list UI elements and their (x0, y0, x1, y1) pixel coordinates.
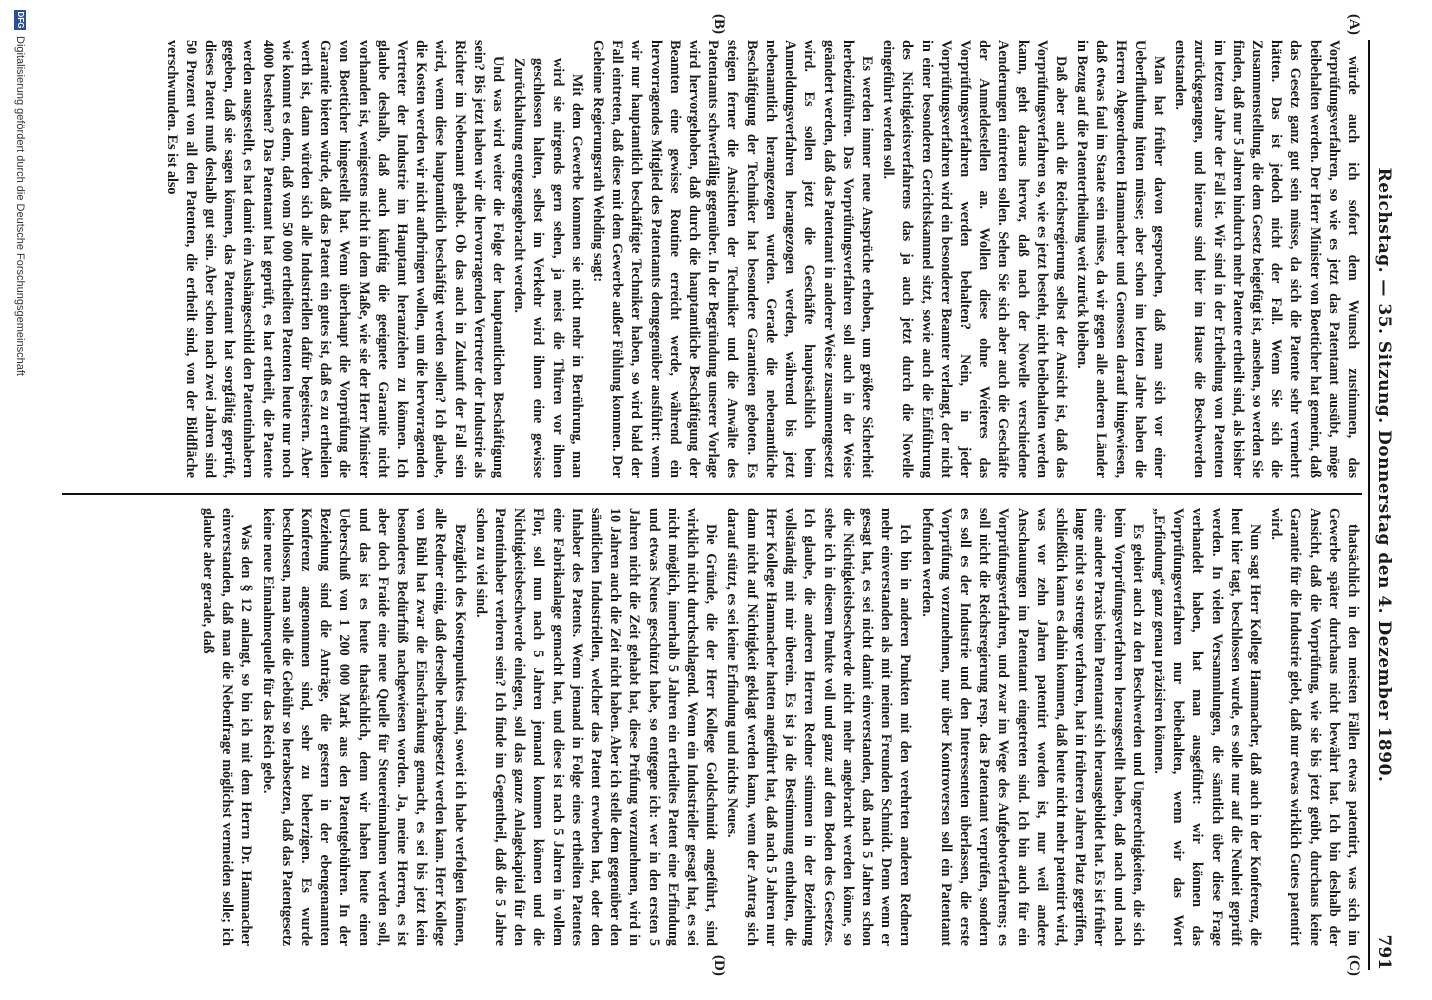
column-divider (62, 493, 1362, 495)
header-rule (1368, 40, 1370, 970)
page-number: 791 (1374, 934, 1394, 970)
left-paragraph: Man hat früher davon gesprochen, daß man sich vor einer Ueberfluthung hüten müsse; aber schon im letzten Jahre haben die Herren Abgeordneten Hammacher und Genossen darauf hingewiesen, daß etwas faul im Staate sein müsse, da wir gegen alle anderen Länder in Bezug auf die Patentertheilung weit zurück bleiben. (1074, 40, 1167, 478)
dfg-logo-icon: DFG (16, 11, 25, 29)
right-paragraph: Die Gründe, die der Herr Kollege Goldschmidt angeführt, sind wirklich nicht durchschlagend. Wenn ein Industrieller gesagt hat, es sei nicht möglich, innerhalb 5 Jahren ein ertheiltes Patent eine Erfindung und etwas Neues geschützt habe, so entgegne ich: wer in den ersten 5 Jahren nicht die Zeit gehabt hat, diese Prüfung vorzunehmen, wird in 10 Jahren auch die Zeit nicht haben. Aber ich stelle dem gegenüber den sämtlichen Industriellen, welcher das Patent erworben hat, oder den Inhaber des Patents. Wenn jemand in Folge eines ertheilten Patentes eine Fabrikanlage gemacht hat, und diese ist nach 5 Jahren in vollem Flor, soll nun nach 5 Jahren jemand kommen können und die Nichtigkeitsbeschwerde einlegen, soll das ganze Anlagekapital für den Patentinhaber verloren sein? Ich finde im Gegentheil, daß die 5 Jahre schon zu viel sind. (472, 508, 720, 946)
left-paragraph-quote: Mit dem Gewerbe kommen sie nicht mehr in Berührung, man wird sie nirgends gern sehen, ja meist die Thüren vor ihnen geschlossen halten, selbst im Verkehr wird ihnen eine gewisse Zurückhaltung entgegengebracht werden. (511, 58, 585, 478)
right-paragraph: Nun sagt Herr Kollege Hammacher, daß auch in der Konferenz, die heut hier tagt, beschlossen wurde, es solle nur auf die Neuheit geprüft werden. In vielen Versammlungen, die sämtlich über diese Frage verhandelt haben, hat man ausgeführt: wir können das Vorprüfungsverfahren nur beibehalten, wenn wir das Wort „Erfindung“ ganz genau präzisiren können. (1150, 508, 1263, 946)
right-column (62, 508, 1362, 946)
left-paragraph: Es werden immer neue Ansprüche erhoben, um größere Sicherheit herbeizuführen. Das Vorprüfungsverfahren soll auch in der Weise geändert werden, daß das Patentamt in anderer Weise zusammengesetzt wird. Es sollen jetzt die Geschäfte hauptsächlich beim Anmeldungsverfahren herangezogen werden, während bis jetzt nebenamtlich herangezogen wurden. Gerade die nebenamtliche Beschäftigung der Techniker hat besondere Garantieen geboten. Es steigen ferner die Ansichten der Techniker und die Anwälte des Patentamts schwerfällig gegenüber. In der Begründung unserer Vorlage wird hervorgehoben, daß durch die hauptamtliche Beschäftigung der Beamten eine gewisse Routine erreicht werde, während ein hervorragendes Mitglied des Patentamts demgegenüber ausführt: wenn wir nur hauptamtlich beschäftigte Techniker haben, so wird bald der Fall eintreten, daß diese mit dem Gewerbe außer Fühlung kommen. Der Geheime Regierungsrath Wehding sagt: (590, 40, 875, 478)
right-paragraph: thatsächlich in den meisten Fällen etwas patentirt, was sich im Gewerbe später durchaus nicht bewährt hat. Ich bin deshalb der Ansicht, daß die Vorprüfung, wie sie bis jetzt geübt, durchaus keine Garantie für die Industrie giebt, daß nur etwas wirklich Gutes patentirt wird. (1268, 508, 1361, 946)
right-paragraph: Was den § 12 anlangt, so bin ich mit dem Herrn Dr. Hammacher einverstanden, daß man die Nebenfrage möglichst vermeiden solle; ich glaube aber gerade, daß (200, 508, 255, 946)
left-paragraph: Daß aber auch die Reichsregierung selbst der Ansicht ist, daß das Vorprüfungsverfahren so, wie es jetzt besteht, nicht beibehalten werden kann, geht daraus hervor, daß nach der Novelle verschiedene Aenderungen eintreten sollen. Sehen Sie sich aber auch die Geschäfte der Anmeldestellen an. Wollen diese ohne Weiteres das Vorprüfungsverfahren werden behalten? Nein, in jeder Vorprüfungsverfahren wird ein besonderer Beamter verlangt, der nicht in einer besonderen Gerichtskammel sitzt, sowie auch die Einführung des Nichtigkeitsverfahrens das ja auch jetzt durch die Novelle eingeführt werden soll. (880, 40, 1069, 478)
marker-c: (C) (1346, 955, 1362, 976)
footer-text: Digitalisierung gefördert durch die Deutsche Forschungsgemeinschaft (14, 36, 26, 376)
marker-d: (D) (711, 955, 727, 976)
left-paragraph: Und was wird weiter die Folge der hauptamtlichen Beschäftigung sein? Bis jetzt haben wir die hervorragenden Vertreter der Industrie als Richter im Nebenamt gehabt. Ob das auch in Zukunft der Fall sein wird, wenn diese hauptamtlich beschäftigt werden sollen? Ich glaube, die Kosten werden wir nicht aufbringen wollen, um die hervorragenden Vertreter der Industrie im Hauptamt heranziehen zu können. Ich glaube deshalb, daß auch künftig die geeignete Garantie nicht vorhanden ist, wenigstens nicht in dem Maße, wie sie der Herr Minister von Boetticher hingestellt hat. Wenn überhaupt die Vorprüfung die Garantie bieten würde, daß das Patent ein gutes ist, daß es zu ertheilen werth ist, dann würden sich alle Industriellen dafür begeistern. Aber wie kommt es denn, daß vom 50 000 ertheilten Patenten heute nur noch 4000 bestehen? Das Patentamt hat geprüft, es hat ertheilt, die Patente werden ausgestellt, es hat damit ein Aushängeschild den Patentinhabern gegeben, daß sie sagen können, das Patentamt hat sorgfältig geprüft, dieses Patent muß deshalb gut sein. Aber schon nach zwei Jahren sind 50 Prozent von all den Patenten, die ertheilt sind, von der Bildfläche verschwunden. Es ist also (163, 40, 507, 478)
right-paragraph: Es gehört auch zu den Beschwerden und Ungerechtigkeiten, die sich beim Vorprüfungsverfahren herausgestellt haben, daß nach und nach eine andere Praxis beim Patentamt sich herausgebildet hat. Es ist früher lange nicht so strenge verfahren, hat in früheren Jahren Platz gegriffen, schließlich kann es dahin kommen, daß heute nicht mehr patentirt wird, was vor zehn Jahren patentirt worden ist, nur weil andere Anschauungen im Patentamt eingetreten sind. Ich bin auch für ein Vorprüfungsverfahren, und zwar im Wege des Aufgebotverfahrens; es soll nicht die Reichsregierung resp. das Patentamt verprüfen, sondern es soll es der Industrie und den Interessenten überlassen, die erste Vorprüfung vorzunehmen, nur über Kontroversen soll ein Patentamt befunden werden. (918, 508, 1146, 946)
left-column (62, 40, 1362, 478)
marker-b: (B) (711, 14, 727, 34)
header-title: Reichstag. — 35. Sitzung. Donnerstag den 4. Dezember 1890. (1374, 167, 1394, 783)
page-footer (8, 10, 32, 990)
page-header (1374, 40, 1406, 970)
right-paragraph: Ich bin in anderen Punkten mit den verehrten anderen Rednern mehr einverstanden als mit meinen Freunden Schmidt. Denn wenn er gesagt hat, es sei nicht damit einverstanden, daß nach 5 Jahren schon die Nichtigkeitsbeschwerde nicht mehr angebracht werden könne, so stehe ich in diesem Punkte voll und ganz auf dem Boden des Gesetzes. Ich glaube, die anderen Herren Redner stimmen in der Beziehung vollständig mit mir überein. Es ist ja die Bestimmung enthalten, die Herr Kollege Hammacher hatten angeführt hat, daß nach 5 Jahren nur dann nicht auf Nichtigkeit geklagt werden kann, wenn der Antrag sich darauf stützt, es sei keine Erfindung und nichts Neues. (724, 508, 914, 946)
left-paragraph: würde auch ich sofort dem Wunsch zustimmen, das Vorprüfungsverfahren, so wie es jetzt das Patentamt ausübt, möge beibehalten werden. Der Herr Minister von Boetticher hat gemeint, daß das Gesetz ganz gut sein müsse, da sich die Patente sehr vermehrt hätten. Das ist jedoch nicht der Fall. Wenn Sie sich die Zusammenstellung, die dem Gesetz beigefügt ist, ansehen, so werden Sie finden, daß nur 5 Jahren hindurch mehr Patente ertheilt sind, als bisher im letzten Jahre der Fall ist. Wir sind in der Ertheilung von Patenten zurückgegangen, und hieraus sind hier im Hause die Beschwerden entstanden. (1172, 40, 1361, 478)
right-paragraph: Bezüglich des Kostenpunktes sind, soweit ich habe verfolgen können, alle Redner einig, daß derselbe herabgesetzt werden kann. Herr Kollege von Bühl hat zwar die Einschränkung gemacht, es sei bis jetzt kein besonderes Bedürfniß nachgewiesen worden. Ja, meine Herren, es ist aber doch Fraide eine neue Quelle für Steuereinnahmen werden soll, und das ist es heute thatsächlich, denn wir haben heute einen Ueberschuß von 1 200 000 Mark aus den Patentgebühren. In der Beziehung sind die Anträge, die gestern in der ebengenannten Konferenz angenommen sind, sehr zu beherzigen. Es wurde beschlossen, man solle die Gebühr so herabsetzen, daß das Patentgesetz keine neue Einnahmequelle für das Reich gebe. (259, 508, 468, 946)
marker-a: (A) (1346, 14, 1362, 35)
